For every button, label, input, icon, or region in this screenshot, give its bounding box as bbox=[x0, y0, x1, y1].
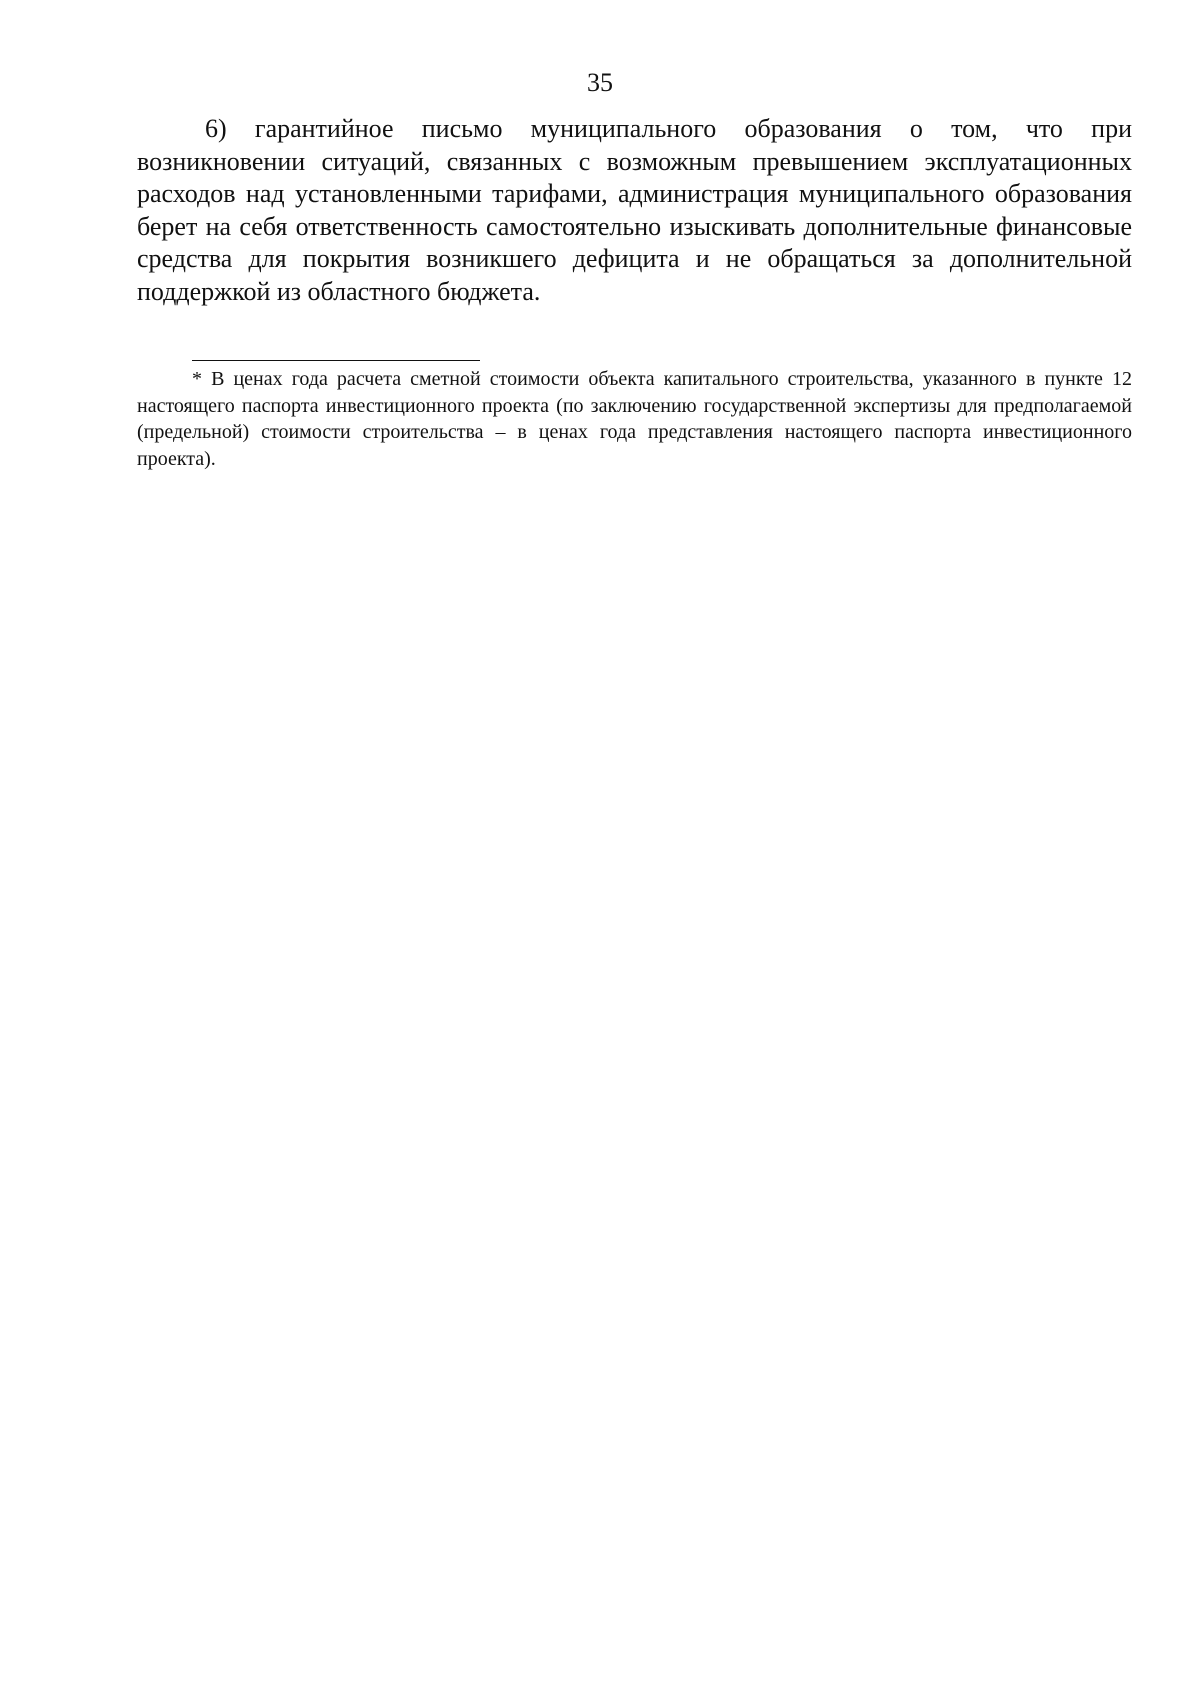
footnote-text: * В ценах года расчета сметной стоимости объекта капитального строительства, указанного в пункте 12 настоящего паспорта инвестиционного проекта (по заключению государственной экспертизы для предполагаемой (предельной) стоимости строительства – в ценах года представления настоящего паспорта инвестиционного проекта). bbox=[137, 368, 1132, 470]
page-number: 35 bbox=[587, 68, 613, 97]
footnote-separator bbox=[192, 360, 480, 361]
body-paragraph: 6) гарантийное письмо муниципального образования о том, что при возникновении ситуаций, связанных с возможным превышением эксплуатационных расходов над установленными тарифами, администрация муниципального образования берет на себя ответственность самостоятельно изыскивать дополнительные финансовые средства для покрытия возникшего дефицита и не обращаться за дополнительной поддержкой из областного бюджета. bbox=[137, 114, 1132, 306]
